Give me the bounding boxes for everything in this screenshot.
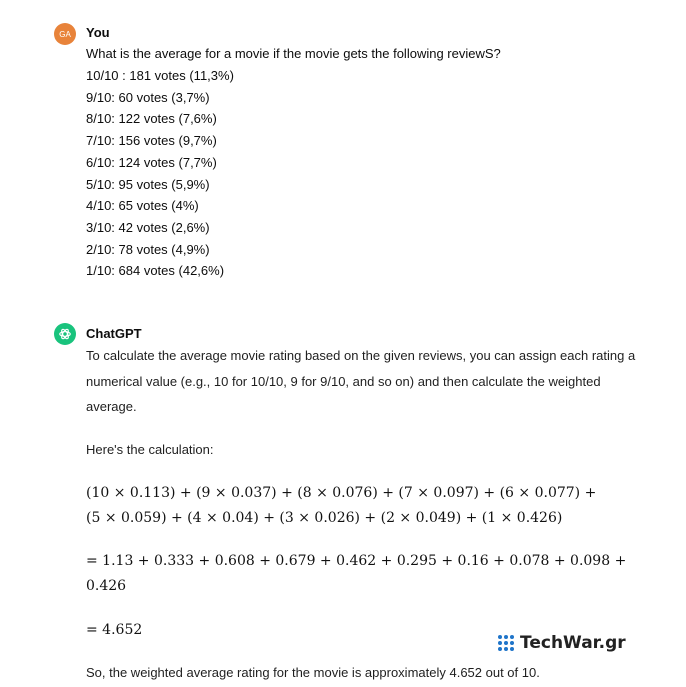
rating-line: 8/10: 122 votes (7,6%) <box>86 111 217 127</box>
sum-line-2: 0.426 <box>86 578 127 594</box>
user-avatar <box>54 23 76 45</box>
user-question: What is the average for a movie if the movie gets the following reviewS? <box>86 46 501 61</box>
rating-line: 1/10: 684 votes (42,6%) <box>86 263 225 279</box>
rating-line: 10/10 : 181 votes (11,3%) <box>86 68 234 83</box>
calculation-label: Here's the calculation: <box>86 442 214 457</box>
techwar-watermark <box>498 633 626 653</box>
watermark-text: TechWar.gr <box>520 633 626 653</box>
rating-line: 6/10: 124 votes (7,7%) <box>86 154 217 170</box>
user-avatar-initials: GA <box>59 29 71 39</box>
rating-line: 7/10: 156 votes (9,7%) <box>86 133 217 149</box>
rating-line: 5/10: 95 votes (5,9%) <box>86 176 210 192</box>
rating-line: 2/10: 78 votes (4,9%) <box>86 241 210 257</box>
assistant-intro: To calculate the average movie rating based on the given reviews, you can assign each rating a numerical value (e.g., 10 for 10/10, 9 for 9/10, and so on) and then calculate the weighted average. <box>86 348 636 414</box>
result-line: = 4.652 <box>86 622 143 638</box>
assistant-name: ChatGPT <box>86 326 142 341</box>
rating-line: 9/10: 60 votes (3,7%) <box>86 89 210 105</box>
openai-logo-icon <box>54 323 76 345</box>
user-name: You <box>86 25 110 40</box>
sum-line-1: = 1.13 + 0.333 + 0.608 + 0.679 + 0.462 + 0.295 + 0.16 + 0.078 + 0.098 + <box>86 553 627 569</box>
rating-line: 3/10: 42 votes (2,6%) <box>86 219 210 235</box>
conclusion: So, the weighted average rating for the movie is approximately 4.652 out of 10. <box>86 665 540 680</box>
watermark-dots-icon <box>498 635 514 651</box>
rating-line: 4/10: 65 votes (4%) <box>86 198 199 214</box>
formula-line-2: (5 × 0.059) + (4 × 0.04) + (3 × 0.026) + (2 × 0.049) + (1 × 0.426) <box>86 510 563 526</box>
formula-line-1: (10 × 0.113) + (9 × 0.037) + (8 × 0.076) + (7 × 0.097) + (6 × 0.077) + <box>86 485 597 501</box>
